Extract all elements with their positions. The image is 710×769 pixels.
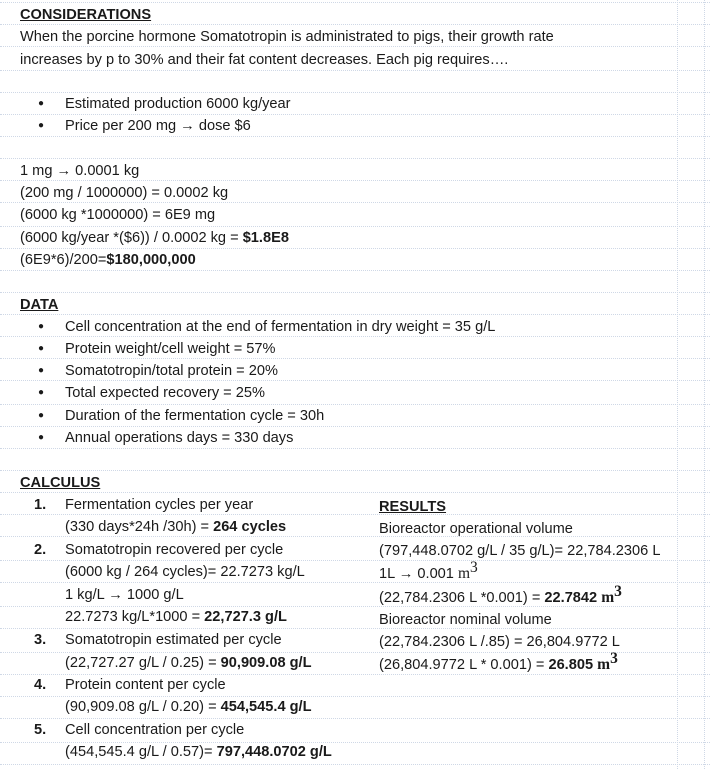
step-title: Protein content per cycle — [65, 677, 226, 693]
step-line — [65, 516, 286, 538]
bullet-icon: ● — [38, 343, 45, 354]
bullet-icon: ● — [38, 410, 45, 421]
step-result: 264 cycles — [213, 519, 287, 535]
unit-exponent: 3 — [470, 559, 478, 577]
calc-line — [20, 249, 196, 271]
data-bullet: Cell concentration at the end of fermentation in dry weight = 35 g/L — [65, 319, 496, 335]
calc-line — [20, 227, 289, 249]
calc-expression: (6000 kg/year *($6)) / 0.0002 kg = — [20, 230, 243, 246]
step-expression: (90,909.08 g/L / 0.20) = — [65, 699, 221, 715]
results-expression: 1L → 0.001 — [379, 566, 458, 582]
data-bullet: Somatotropin/total protein = 20% — [65, 363, 278, 379]
unit-exponent: 3 — [610, 650, 618, 668]
step-title: Cell concentration per cycle — [65, 722, 245, 738]
bullet-icon: ● — [38, 321, 45, 332]
step-result: 22,727.3 g/L — [204, 609, 287, 625]
step-line: (6000 kg / 264 cycles)= 22.7273 kg/L — [65, 564, 305, 580]
unit-symbol: m — [597, 656, 611, 673]
step-expression: (22,727.27 g/L / 0.25) = — [65, 655, 221, 671]
calc-line: (6000 kg *1000000) = 6E9 mg — [20, 207, 216, 223]
results-expression: (22,784.2306 L *0.001) = — [379, 590, 545, 606]
considerations-paragraph-line-1: When the porcine hormone Somatotropin is administrated to pigs, their growth rate — [20, 29, 554, 45]
results-expression: (26,804.9772 L * 0.001) = — [379, 657, 549, 673]
step-line — [65, 606, 287, 628]
results-line: Bioreactor operational volume — [379, 521, 573, 537]
step-result: 797,448.0702 g/L — [216, 744, 332, 760]
bullet-icon: ● — [38, 387, 45, 398]
step-title: Somatotropin recovered per cycle — [65, 542, 284, 558]
step-title: Fermentation cycles per year — [65, 497, 254, 513]
calc-line: (200 mg / 1000000) = 0.0002 kg — [20, 185, 229, 201]
calc-result: $1.8E8 — [242, 230, 289, 246]
calculus-heading: CALCULUS — [20, 475, 101, 491]
step-expression: (330 days*24h /30h) = — [65, 519, 214, 535]
bullet-icon: ● — [38, 98, 45, 109]
calc-expression: (6E9*6)/200= — [20, 252, 107, 268]
data-bullet: Annual operations days = 330 days — [65, 430, 294, 446]
results-heading: RESULTS — [379, 499, 447, 515]
data-bullet: Duration of the fermentation cycle = 30h — [65, 408, 325, 424]
step-line: 1 kg/L → 1000 g/L — [65, 587, 184, 603]
step-number: 5. — [34, 722, 47, 738]
results-line: (797,448.0702 g/L / 35 g/L)= 22,784.2306 L — [379, 543, 661, 559]
step-number: 2. — [34, 542, 47, 558]
results-line: Bioreactor nominal volume — [379, 612, 552, 628]
step-line — [65, 741, 332, 763]
data-heading: DATA — [20, 297, 59, 313]
data-bullet: Protein weight/cell weight = 57% — [65, 341, 276, 357]
bullet-icon: ● — [38, 120, 45, 131]
considerations-paragraph-line-2: increases by p to 30% and their fat content decreases. Each pig requires…. — [20, 52, 509, 68]
bullet-icon: ● — [38, 432, 45, 443]
calc-line: 1 mg → 0.0001 kg — [20, 163, 140, 179]
step-number: 4. — [34, 677, 47, 693]
calc-result: $180,000,000 — [106, 252, 196, 268]
data-bullet: Total expected recovery = 25% — [65, 385, 265, 401]
results-line — [379, 559, 478, 585]
unit-symbol: m — [457, 565, 471, 582]
step-result: 454,545.4 g/L — [220, 699, 312, 715]
considerations-bullet: Price per 200 mg → dose $6 — [65, 118, 251, 134]
step-line — [65, 696, 312, 718]
step-expression: 22.7273 kg/L*1000 = — [65, 609, 205, 625]
step-number: 3. — [34, 632, 47, 648]
results-line: (22,784.2306 L /.85) = 26,804.9772 L — [379, 634, 620, 650]
results-line — [379, 583, 622, 609]
step-result: 90,909.08 g/L — [220, 655, 312, 671]
step-line — [65, 652, 312, 674]
step-expression: (454,545.4 g/L / 0.57)= — [65, 744, 217, 760]
step-title: Somatotropin estimated per cycle — [65, 632, 282, 648]
considerations-heading: CONSIDERATIONS — [20, 7, 152, 23]
unit-symbol: m — [601, 589, 615, 606]
considerations-bullet: Estimated production 6000 kg/year — [65, 96, 291, 112]
step-number: 1. — [34, 497, 47, 513]
unit-exponent: 3 — [614, 583, 622, 601]
results-value: 26.805 — [548, 657, 598, 673]
bullet-icon: ● — [38, 365, 45, 376]
results-value: 22.7842 — [544, 590, 602, 606]
results-line — [379, 650, 618, 676]
